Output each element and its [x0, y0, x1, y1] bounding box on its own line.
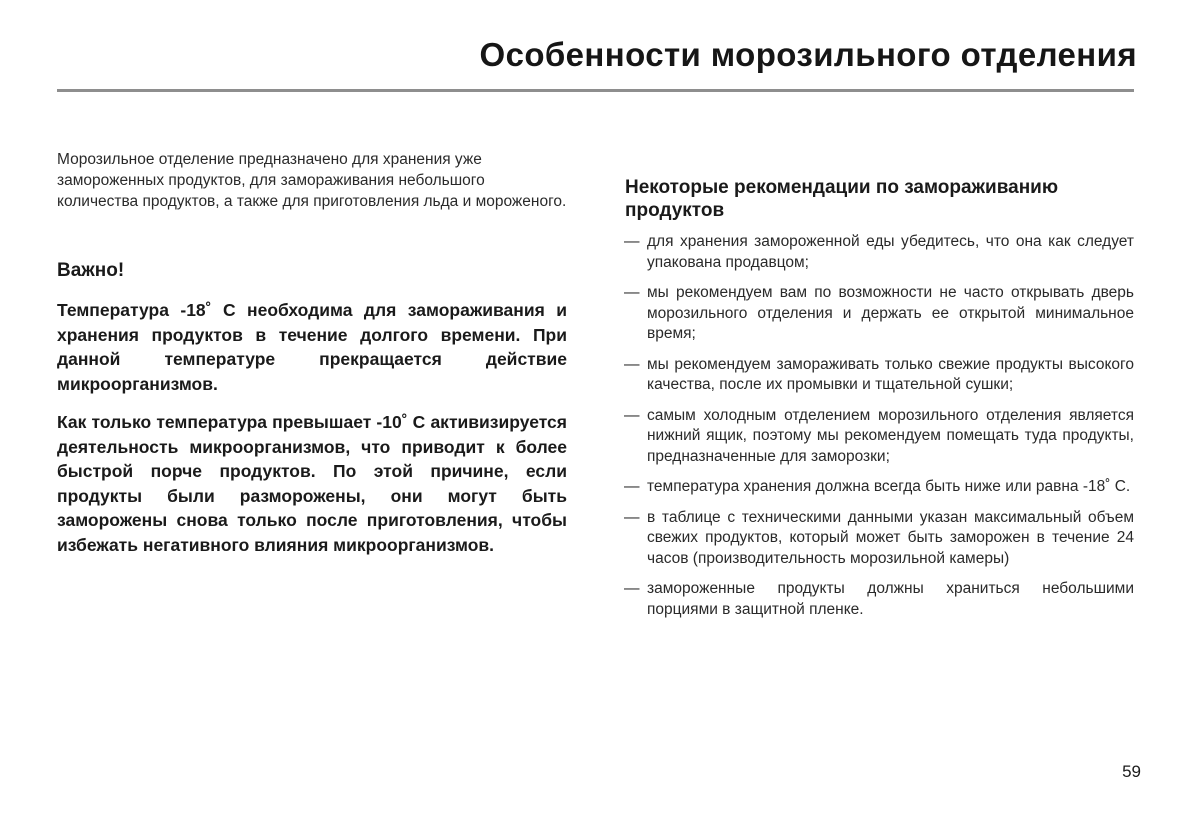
list-item — [625, 477, 1134, 498]
list-item-text: температура хранения должна всегда быть ниже или равна -18˚ C. — [647, 478, 1131, 495]
right-column — [625, 176, 1134, 630]
dash-bullet: — — [624, 508, 640, 526]
list-item — [625, 406, 1134, 468]
title-divider — [57, 89, 1134, 92]
list-item — [625, 508, 1134, 570]
list-item-text: мы рекомендуем замораживать только свежие продукты высокого качества, после их промывки и тщательной сушки; — [647, 355, 1134, 393]
important-paragraph-temperature: Температура -18˚ C необходима для замораживания и хранения продуктов в течение долгого времени. При данной температуре прекращается действие микроорганизмов. — [57, 300, 567, 394]
list-item-text: в таблице с техническими данными указан максимальный объем свежих продуктов, который может быть заморожен в течение 24 часов (производительность морозильной камеры) — [647, 508, 1134, 567]
dash-bullet: — — [624, 406, 640, 424]
recommendations-list — [625, 232, 1134, 620]
dash-bullet: — — [624, 478, 640, 495]
important-heading: Важно! — [57, 260, 125, 281]
left-column — [57, 149, 567, 557]
list-item — [625, 232, 1134, 273]
dash-bullet: — — [624, 284, 640, 301]
page-number: 59 — [1122, 762, 1141, 781]
dash-bullet: — — [624, 233, 640, 250]
dash-bullet: — — [624, 355, 640, 373]
list-item-text: для хранения замороженной еды убедитесь, что она как следует упакована продавцом; — [647, 233, 1134, 271]
page-title: Особенности морозильного отделения — [479, 36, 1137, 73]
list-item-text: замороженные продукты должны храниться небольшими порциями в защитной пленке. — [647, 580, 1134, 618]
list-item — [625, 283, 1134, 345]
list-item — [625, 579, 1134, 620]
dash-bullet: — — [624, 580, 640, 597]
list-item-text: мы рекомендуем вам по возможности не часто открывать дверь морозильного отделения и держать ее открытой минимальное время; — [647, 284, 1134, 342]
list-item-text: самым холодным отделением морозильного отделения является нижний ящик, поэтому мы рекомендуем помещать туда продукты, предназначенные для заморозки; — [647, 406, 1134, 465]
important-paragraph-microorganisms: Как только температура превышает -10˚ C активизируется деятельность микроорганизмов, что приводит к более быстрой порче продуктов. По этой причине, если продукты были разморожены, они могут быть заморожены снова только после приготовления, чтобы избежать негативного влияния микроорганизмов. — [57, 412, 567, 555]
intro-paragraph: Морозильное отделение предназначено для хранения уже замороженных продуктов, для замораживания небольшого количества продуктов, а также для приготовления льда и мороженого. — [57, 151, 567, 210]
recommendations-heading: Некоторые рекомендации по замораживанию продуктов — [625, 177, 1059, 221]
list-item — [625, 355, 1134, 396]
